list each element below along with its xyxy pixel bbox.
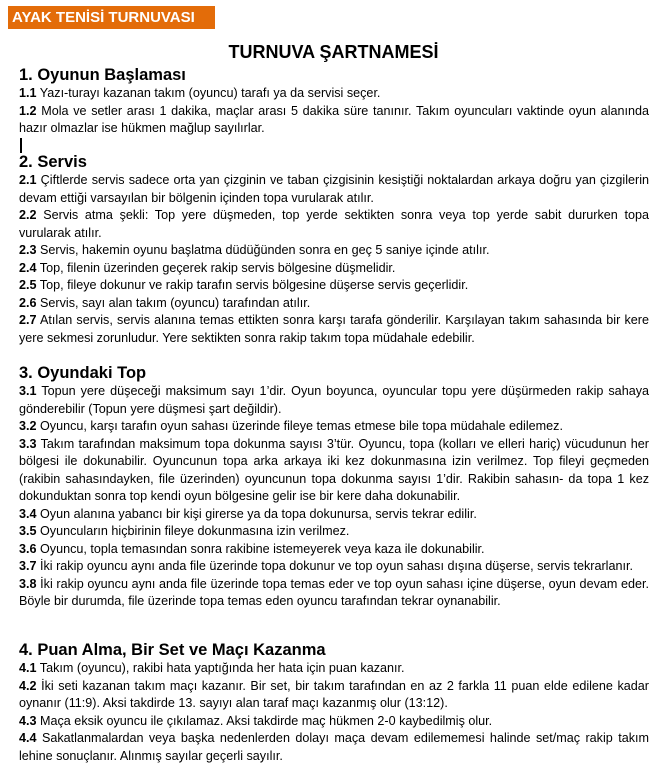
clause-number: 3.4 (19, 506, 37, 521)
clause (19, 436, 649, 506)
clause-number: 2.6 (19, 295, 37, 310)
clause (19, 312, 649, 347)
clause-text: Oyuncuların hiçbirinin fileye dokunmasına izin verilmez. (40, 524, 350, 538)
clause-number: 3.3 (19, 436, 37, 451)
clause-number: 3.6 (19, 541, 37, 556)
clause-text: Atılan servis, servis alanına temas ettikten sonra karşı tarafa gönderilir. Karşılayan takım sahasında bir kere yere sekmesi zorunludur. Yere sektikten sonra rakip takım topa müdahale edebilir. (19, 313, 649, 345)
clause-number: 2.2 (19, 208, 37, 222)
clause-number: 2.4 (19, 260, 37, 275)
clause (19, 660, 649, 678)
section-1 (19, 65, 649, 138)
clause-text: Oyuncu, karşı tarafın oyun sahası üzerinde fileye temas etmese bile topa müdahale edilemez. (40, 419, 563, 433)
clause (19, 242, 649, 260)
clause-text: Sakatlanmalardan veya başka nedenlerden dolayı maça devam edilememesi halinde set/maç rakip takım lehine sonuçlanır. Alınmış sayılar geçerli sayılır. (19, 731, 649, 763)
clause (19, 523, 649, 541)
section-heading: 2. Servis (19, 153, 87, 171)
clause-text: Mola ve setler arası 1 dakika, maçlar arası 5 dakika süre tanınır. Takım oyuncuları vaktinde oyun alanında hazır olmazlar ise hükmen mağlup sayılırlar. (19, 103, 650, 135)
clause-number: 3.5 (19, 524, 37, 538)
clause (19, 541, 649, 559)
clause-number: 2.1 (19, 173, 37, 187)
clause-text: İki rakip oyuncu aynı anda file üzerinde topa temas eder ve top oyun sahası içine düşerse, oyun devam eder. Böyle bir durumda, file üzerinde topa temas eden oyuncu tarafından tekrar oynanabilir. (19, 576, 650, 608)
clause-text: Top, fileye dokunur ve rakip tarafın servis bölgesine düşerse servis geçerlidir. (39, 278, 469, 292)
section-4 (19, 640, 649, 765)
document-banner: AYAK TENİSİ TURNUVASI (8, 6, 215, 29)
clause-text: Takım (oyuncu), rakibi hata yaptığında her hata için puan kazanır. (39, 661, 405, 675)
clause-text: İki seti kazanan takım maçı kazanır. Bir set, bir takım tarafından en az 2 farkla 11 puan elde edilene kadar oynanır (11:9). Aksi takdirde 13. sayıyı alan taraf maçı kazanmış olur (13:12). (19, 678, 649, 710)
clause-number: 2.7 (19, 313, 37, 327)
clause-number: 2.5 (19, 278, 37, 292)
clause-number: 2.3 (19, 243, 37, 257)
clause-text: Çiftlerde servis sadece orta yan çizginin ve taban çizgisinin kesiştiği noktalardan arkaya doğru yan çizgilerin devam ettiği varsayılan bir bölgenin içinden topa vurularak atılır. (19, 173, 649, 205)
clause-number: 3.2 (19, 419, 37, 433)
text-cursor (20, 138, 22, 153)
clause-number: 4.3 (19, 713, 37, 728)
section-3 (19, 363, 649, 611)
clause (19, 730, 649, 765)
clause-number: 3.1 (19, 384, 37, 398)
clause (19, 383, 649, 418)
clause-number: 1.1 (19, 86, 37, 100)
clause-number: 3.7 (19, 559, 37, 573)
clause (19, 260, 649, 278)
clause-number: 4.4 (19, 731, 37, 745)
clause (19, 295, 649, 313)
clause (19, 678, 649, 713)
clause-text: Yazı-turayı kazanan takım (oyuncu) tarafı ya da servisi seçer. (39, 86, 381, 100)
clause-text: Oyuncu, topla temasından sonra rakibine istemeyerek veya kaza ile dokunabilir. (40, 541, 485, 556)
clause (19, 207, 649, 242)
clause (19, 558, 649, 576)
clause (19, 172, 649, 207)
clause (19, 103, 649, 138)
clause (19, 277, 649, 295)
clause-text: Servis, sayı alan takım (oyuncu) tarafından atılır. (40, 295, 311, 310)
clause-number: 4.2 (19, 678, 37, 693)
clause-text: Top, filenin üzerinden geçerek rakip servis bölgesine düşmelidir. (39, 260, 396, 275)
section-2 (19, 152, 649, 347)
clause (19, 713, 649, 731)
clause-number: 3.8 (19, 576, 37, 591)
clause (19, 576, 649, 611)
clause-text: Maça eksik oyuncu ile çıkılamaz. Aksi takdirde maç hükmen 2-0 kaybedilmiş olur. (40, 713, 493, 728)
clause (19, 418, 649, 436)
clause-text: İki rakip oyuncu aynı anda file üzerinde topa dokunur ve top oyun sahası dışına düşerse, servis tekrarlanır. (40, 559, 633, 573)
section-heading: 1. Oyunun Başlaması (19, 66, 186, 84)
section-heading: 3. Oyundaki Top (19, 364, 147, 382)
clause-text: Takım tarafından maksimum topa dokunma sayısı 3’tür. Oyuncu, topa (kolları ve elleri hariç) vücudunun her bölgesi ile dokunabilir. Oyuncunun topa arka arkaya iki kez dokunmasına izin verilmez. Top fileyi geçmeden (rakibin sahasındayken, file üzerinden) oyuncunun topa dokunma sayısı 1’dir. Rakibin sahasın- da topa 1 kez dokunduktan sonra top kendi oyun bölgesine gelir ise bir kere daha dokunabilir. (19, 436, 649, 503)
clause-text: Servis atma şekli: Top yere düşmeden, top yerde sektikten sonra veya top yerde sabit dururken topa vurularak atılır. (19, 208, 650, 240)
clause (19, 506, 649, 524)
clause (19, 85, 649, 103)
clause-text: Topun yere düşeceği maksimum sayı 1’dir. Oyun boyunca, oyuncular topu yere düşürmeden rakip sahaya gönderebilir (Topun yere düşmesi şart değildir). (19, 384, 649, 416)
document-title: TURNUVA ŞARTNAMESİ (228, 42, 439, 62)
clause-number: 4.1 (19, 661, 37, 675)
clause-text: Servis, hakemin oyunu başlatma düdüğünden sonra en geç 5 saniye içinde atılır. (40, 243, 490, 257)
clause-text: Oyun alanına yabancı bir kişi girerse ya da topa dokunursa, servis tekrar edilir. (40, 506, 477, 521)
section-heading: 4. Puan Alma, Bir Set ve Maçı Kazanma (19, 641, 326, 659)
clause-number: 1.2 (19, 103, 37, 118)
